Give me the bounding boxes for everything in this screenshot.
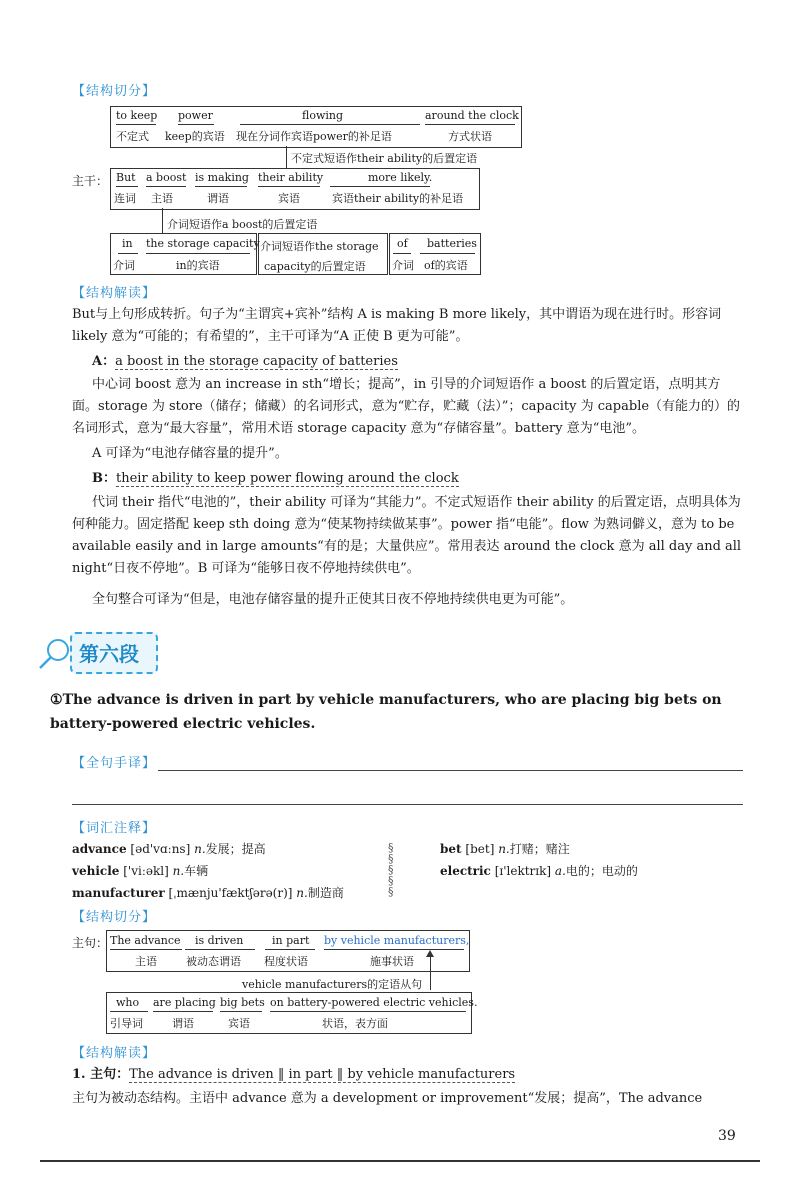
row2-tag: 宾语 bbox=[278, 192, 300, 205]
s-row2-word: who bbox=[116, 996, 140, 1009]
translate-line-1[interactable] bbox=[158, 770, 743, 771]
section-sentence bbox=[50, 688, 750, 736]
s-note: vehicle manufacturers的定语从句 bbox=[242, 978, 423, 991]
heading-translate: 【全句手译】 bbox=[72, 756, 157, 771]
point-1 bbox=[72, 1064, 515, 1086]
row2-tag: 宾语their ability的补足语 bbox=[332, 192, 464, 205]
row2-word: more likely. bbox=[368, 171, 433, 184]
bottom-rule bbox=[40, 1160, 760, 1162]
row1-word: flowing bbox=[302, 109, 344, 122]
s-row2-tag: 状语，表方面 bbox=[322, 1017, 388, 1030]
point-b-label: B： bbox=[92, 471, 116, 486]
point-1-text: 主句为被动态结构。主语中 advance 意为 a development or improvement“发展；提高”，The advance bbox=[72, 1091, 703, 1106]
point-a bbox=[92, 351, 398, 373]
row2-tag: 谓语 bbox=[207, 192, 229, 205]
row3-tag: of的宾语 bbox=[424, 259, 468, 272]
vocab-item: bet [bet] n.打赌；赌注 bbox=[440, 842, 570, 856]
vocab-item: vehicle ['viːəkl] n.车辆 bbox=[72, 864, 209, 878]
heading-structure-explain: 【结构解读】 bbox=[72, 286, 157, 301]
heading-structure-split: 【结构切分】 bbox=[72, 84, 157, 99]
point-1-phrase: The advance is driven ‖ in part ‖ by vehicle manufacturers bbox=[129, 1067, 516, 1082]
s-row1-word: The advance bbox=[110, 934, 181, 947]
vocab-right bbox=[440, 838, 740, 882]
row2-word: a boost bbox=[146, 171, 187, 184]
note-prep1: 介词短语作a boost的后置定语 bbox=[167, 218, 318, 231]
vocab-item: manufacturer [ˌmænju'fæktʃərə(r)] n.制造商 bbox=[72, 886, 344, 900]
s-row1-tag: 主语 bbox=[135, 955, 157, 968]
s-row1-word: is driven bbox=[195, 934, 244, 947]
main-clause-label: 主干： bbox=[72, 174, 109, 188]
para-intro: But与上句形成转折。句子为“主谓宾+宾补”结构 A is making B more likely，其中谓语为现在进行时。形容词 likely 意为“可能的；有希望的”，主干可译为“A 正使 B 更为可能”。 bbox=[72, 307, 722, 344]
para-a: 中心词 boost 意为 an increase in sth“增长；提高”，in 引导的介词短语作 a boost 的后置定语，点明其方面。storage 为 store（储存；储藏）的名词形式，意为“贮存，贮藏（法）”；capacity 为 capable（有能力的）的名词形式，意为“最大容量”，常用术语 storage capacity 意为“存储容量”。battery 意为“电池”。 bbox=[72, 377, 741, 436]
row3-word: in bbox=[122, 237, 133, 250]
heading-vocab: 【词汇注释】 bbox=[72, 821, 157, 836]
s-row2-word: on battery-powered electric vehicles. bbox=[270, 996, 478, 1009]
row3-tag: 介词 bbox=[392, 259, 414, 272]
s-row2-tag: 引导词 bbox=[110, 1017, 143, 1030]
section-title: 第六段 bbox=[79, 642, 139, 666]
vocab-item: advance [əd'vɑːns] n.发展；提高 bbox=[72, 842, 266, 856]
row1-word: power bbox=[178, 109, 213, 122]
s-row2-tag: 宾语 bbox=[228, 1017, 250, 1030]
s-row2-word: are placing bbox=[153, 996, 216, 1009]
para-full: 全句整合可译为“但是，电池存储容量的提升正使其日夜不停地持续供电更为可能”。 bbox=[92, 592, 574, 607]
s-row1-tag: 被动态谓语 bbox=[186, 955, 241, 968]
sentence-text: The advance is driven in part by vehicle manufacturers, who are placing big bets on battery-powered electric vehicles. bbox=[50, 692, 722, 732]
s-row1-word: by vehicle manufacturers, bbox=[324, 934, 470, 947]
s-row1-tag: 施事状语 bbox=[370, 955, 414, 968]
point-a-label: A： bbox=[92, 354, 116, 369]
row2-tag: 连词 bbox=[114, 192, 136, 205]
row1-tag: keep的宾语 bbox=[165, 130, 225, 143]
row1-tag: 方式状语 bbox=[448, 130, 492, 143]
para-b: 代词 their 指代“电池的”，their ability 可译为“其能力”。不定式短语作 their ability 的后置定语，点明具体为何种能力。固定搭配 keep sth doing 意为“使某物持续做某事”。power 指“电能”。flow 为熟词僻义，意为 to be available easily and in large amounts“有的是；大量供应”。常用表达 around the clock 意为 all day and all night“日夜不停地”。B 可译为“能够日夜不停地持续供电”。 bbox=[72, 495, 742, 576]
vocab-left bbox=[72, 838, 402, 904]
divider-squiggle: § § § § § bbox=[388, 841, 394, 898]
row2-word: But bbox=[116, 171, 136, 184]
s-row2-word: big bets bbox=[220, 996, 265, 1009]
row1-tag: 不定式 bbox=[116, 130, 149, 143]
s-row2-tag: 谓语 bbox=[172, 1017, 194, 1030]
note-infinitive: 不定式短语作their ability的后置定语 bbox=[291, 152, 478, 165]
point-1-label: 1. 主句： bbox=[72, 1067, 130, 1082]
sentence-number: ① bbox=[50, 692, 63, 708]
row3-tag: in的宾语 bbox=[176, 259, 220, 272]
row1-word: to keep bbox=[116, 109, 158, 122]
row2-word: their ability bbox=[258, 171, 324, 184]
row1-word: around the clock bbox=[425, 109, 519, 122]
para-a2: A 可译为“电池存储容量的提升”。 bbox=[92, 446, 288, 461]
translate-line-2[interactable] bbox=[72, 804, 743, 805]
row2-word: is making bbox=[195, 171, 249, 184]
point-b bbox=[92, 468, 459, 490]
point-a-phrase: a boost in the storage capacity of batteries bbox=[115, 354, 398, 369]
row2-tag: 主语 bbox=[151, 192, 173, 205]
point-b-phrase: their ability to keep power flowing around the clock bbox=[116, 471, 459, 486]
row3-tag: 介词 bbox=[113, 259, 135, 272]
row3-word: batteries bbox=[427, 237, 477, 250]
s-row1-tag: 程度状语 bbox=[264, 955, 308, 968]
page-number: 39 bbox=[718, 1128, 736, 1144]
row3-word: of bbox=[397, 237, 408, 250]
row3-word: 介词短语作the storage bbox=[260, 240, 379, 253]
row3-tag: capacity的后置定语 bbox=[264, 260, 366, 273]
row1-tag: 现在分词作宾语power的补足语 bbox=[236, 130, 392, 143]
s-row1-word: in part bbox=[272, 934, 310, 947]
row3-word: the storage capacity bbox=[146, 237, 260, 250]
vocab-item: electric [ɪ'lektrɪk] a.电的；电动的 bbox=[440, 864, 638, 878]
heading-split-2: 【结构切分】 bbox=[72, 910, 157, 925]
heading-explain-2: 【结构解读】 bbox=[72, 1046, 157, 1061]
main-clause-label-2: 主句： bbox=[72, 936, 109, 950]
